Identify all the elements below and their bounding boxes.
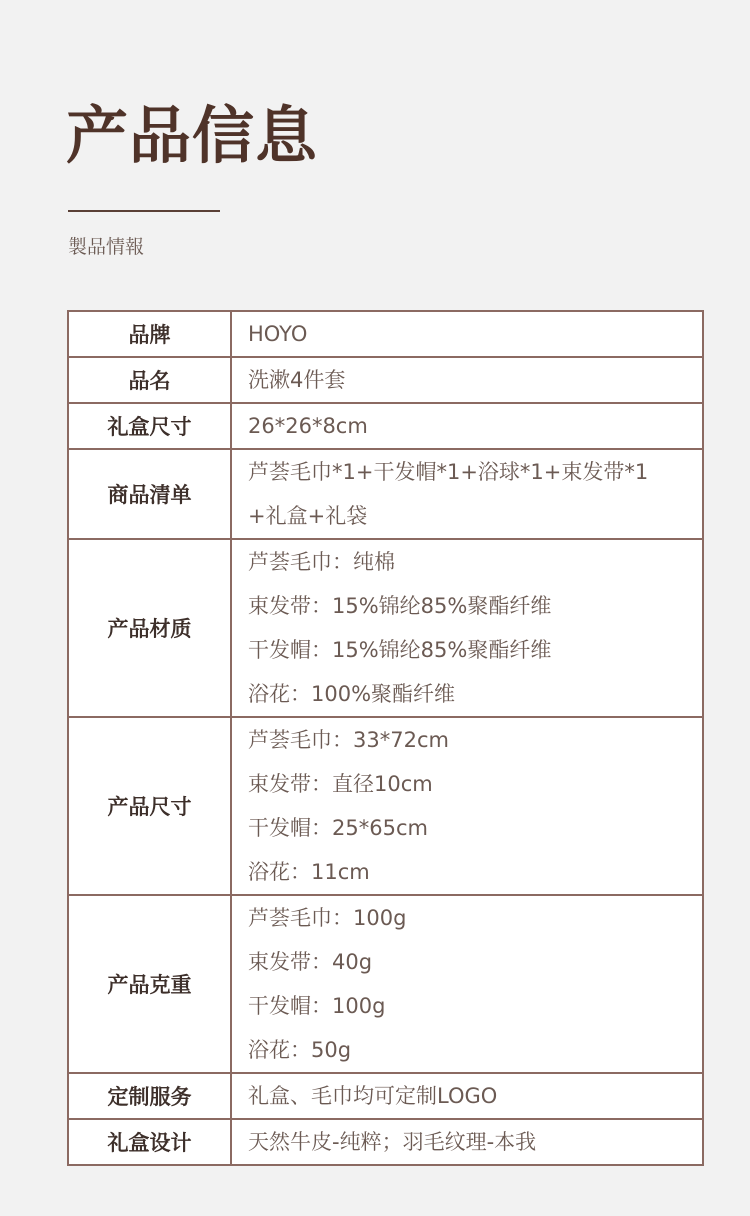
spec-value-line: 干发帽：25*65cm (248, 816, 428, 840)
spec-value (231, 311, 703, 357)
table-row (68, 1119, 703, 1165)
spec-value-line: 束发带：15%锦纶85%聚酯纤维 (248, 594, 552, 618)
table-row (68, 539, 703, 717)
spec-value-line: 洗漱4件套 (248, 368, 346, 392)
spec-value (231, 403, 703, 449)
spec-label: 礼盒设计 (68, 1119, 231, 1165)
spec-value (231, 717, 703, 895)
table-row (68, 311, 703, 357)
spec-value-line: 礼盒、毛巾均可定制LOGO (248, 1084, 498, 1108)
spec-label: 礼盒尺寸 (68, 403, 231, 449)
table-row (68, 1073, 703, 1119)
spec-label: 商品清单 (68, 449, 231, 539)
spec-value (231, 539, 703, 717)
spec-value (231, 1119, 703, 1165)
spec-value-line: HOYO (248, 322, 308, 346)
spec-value-line: 束发带：40g (248, 950, 373, 974)
title-divider (68, 210, 220, 212)
table-row (68, 357, 703, 403)
spec-label: 产品尺寸 (68, 717, 231, 895)
page-subtitle: 製品情報 (68, 236, 145, 258)
spec-value (231, 449, 703, 539)
spec-label: 定制服务 (68, 1073, 231, 1119)
spec-value-line: 天然牛皮-纯粹；羽毛纹理-本我 (248, 1130, 537, 1154)
spec-value (231, 357, 703, 403)
page-title: 产品信息 (66, 99, 319, 172)
spec-value-line: 芦荟毛巾：100g (248, 906, 407, 930)
product-spec-table (67, 310, 704, 1166)
spec-value-line: 束发带：直径10cm (248, 772, 433, 796)
spec-label: 品名 (68, 357, 231, 403)
spec-value-line: 浴花：100%聚酯纤维 (248, 682, 456, 706)
spec-value-line: 浴花：11cm (248, 860, 370, 884)
spec-value-line: 芦荟毛巾*1+干发帽*1+浴球*1+束发带*1 (248, 460, 649, 484)
spec-value-line: 26*26*8cm (248, 414, 368, 438)
spec-label: 品牌 (68, 311, 231, 357)
spec-value (231, 1073, 703, 1119)
spec-value-line: 芦荟毛巾：33*72cm (248, 728, 449, 752)
spec-value (231, 895, 703, 1073)
table-row (68, 449, 703, 539)
spec-label: 产品材质 (68, 539, 231, 717)
table-row (68, 403, 703, 449)
spec-value-line: 干发帽：15%锦纶85%聚酯纤维 (248, 638, 552, 662)
spec-value-line: +礼盒+礼袋 (248, 504, 368, 528)
spec-value-line: 浴花：50g (248, 1038, 352, 1062)
spec-value-line: 芦荟毛巾：纯棉 (248, 550, 395, 574)
table-row (68, 717, 703, 895)
spec-label: 产品克重 (68, 895, 231, 1073)
spec-value-line: 干发帽：100g (248, 994, 386, 1018)
table-row (68, 895, 703, 1073)
